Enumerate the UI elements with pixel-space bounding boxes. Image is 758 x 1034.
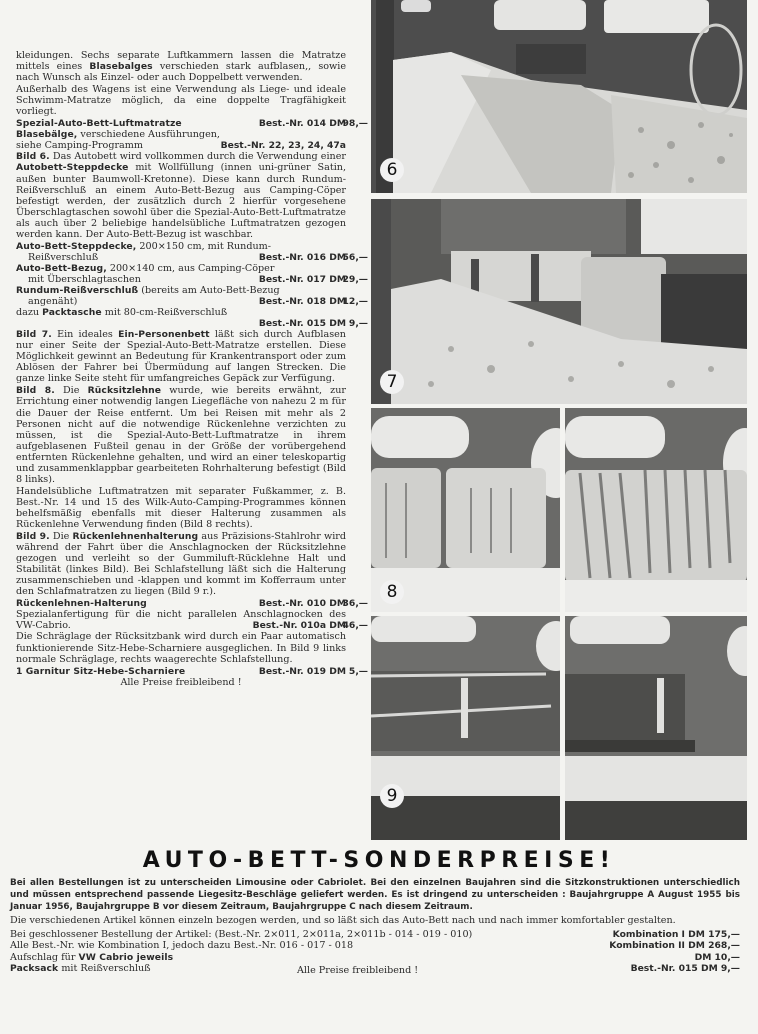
outdoor-use-paragraph: Außerhalb des Wagens ist eine Verwendung als Liege- und ideale Schwimm-Matratze möglich, da eine doppelte Tragfähigkeit vorliegt. [16, 84, 346, 118]
price-item-015: dazu Packtasche mit 80-cm-Reißverschluß Best.-Nr. 015 DM 9,— [16, 307, 368, 330]
photo-8-left [371, 408, 560, 612]
price-item-018: Rundum-Reißverschluß (bereits am Auto-Bett-Bezug angenäht) Best.-Nr. 018 DM 12,— [16, 284, 368, 308]
packsack-row: Packsack mit Reißverschluß Alle Preise freibleibend ! Best.-Nr. 015 DM 9,— [10, 963, 740, 977]
price: 56,— [342, 251, 368, 263]
special-prices-banner: AUTO-BETT-SONDERPREISE! [142, 848, 616, 873]
photo-8-right-image [565, 408, 747, 612]
price: Kombination II DM 268,— [609, 940, 740, 952]
price-item-014: Spezial-Auto-Bett-Luftmatratze Best.-Nr. 014 DM 98,— [16, 118, 368, 130]
intro-paragraph: kleidungen. Sechs separate Luftkammern lassen die Matratze mittels eines Blasebalges verschieden stark aufblasen,, sowie nach Wunsch als Einzel- oder auch Doppelbett verwenden. [16, 50, 346, 84]
order-notice: Bei allen Bestellungen ist zu unterscheiden Limousine oder Cabriolet. Bei den einzelnen Baujahren sind die Sitzkonstruktionen unterschiedlich und müssen entsprechend passende Liegesitz-Beschläge geliefert werden. Es ist dringend zu unterscheiden : Baujahrgruppe A August 1955 bis Januar 1956, Baujahrgruppe B vor diesem Zeitraum, Baujahrgruppe C nach diesem Zeitraum. [10, 878, 740, 912]
photo-6 [371, 0, 747, 193]
price: 46,— [342, 620, 368, 632]
price: 98,— [342, 118, 368, 130]
price-item-010a: Spezialanfertigung für die nicht parallelen Anschlagnocken des VW-Cabrio. Best.-Nr. 010a DM 46,— [16, 609, 368, 632]
price: 5,— [348, 665, 368, 677]
photo-7 [371, 199, 747, 404]
photo-7-image [371, 199, 747, 404]
photo-8-right [565, 408, 747, 612]
bild-6-paragraph: Bild 6. Das Autobett wird vollkommen durch die Verwendung einer Autobett-Steppdecke mit Wollfüllung (innen uni-grüner Satin, außen bunter Baumwoll-Kretonne). Diese kann durch Rundum-Reißverschluß an einem Auto-Bett-Bezug aus Camping-Cöper befestigt werden, der zusätzlich durch 2 hierfür vorgesehene Überschlagtaschen sowohl über die Spezial-Auto-Bett-Luftmatratze als auch über 2 beliebige handelsübliche Luftmatratzen gezogen werden kann. Der Auto-Bett-Bezug ist waschbar. [16, 151, 346, 240]
footer-disclaimer: Alle Preise freibleibend ! [297, 965, 419, 977]
price-item-blasebaelge: Blasebälge, verschiedene Ausführungen, siehe Camping-Programm Best.-Nr. 22, 23, 24, 47a [16, 129, 346, 152]
price-item-017: Auto-Bett-Bezug, 200×140 cm, aus Camping-Cöper mit Überschlagtaschen Best.-Nr. 017 DM 29,— [16, 262, 368, 285]
price: 12,— [342, 295, 368, 307]
price-item-010: Rückenlehnen-Halterung Best.-Nr. 010 DM 36,— [16, 598, 368, 610]
bild-9-paragraph: Bild 9. Die Rückenlehnenhalterung aus Präzisions-Stahlrohr wird während der Fahrt über die Anschlagnocken der Rücksitzlehne gezogen und verleiht so der Gummiluft-Rücklehne Halt und Stabilität (linkes Bild). Bei Schlafstellung läßt sich die Halterung zusammenschieben und -klappen und kommt im Kofferraum unter den Schlafmatratzen zu liegen (Bild 9 r.). [16, 531, 347, 598]
price: Kombination I DM 175,— [612, 928, 740, 940]
photo-9-right [565, 616, 747, 840]
bild-7-paragraph: Bild 7. Ein ideales Ein-Personenbett läßt sich durch Aufblasen nur einer Seite der Spezial-Auto-Bett-Matratze erstellen. Diese Möglichkeit gewinnt an Bedeutung für Krankentransport oder zum Ablösen der Fahrer bei Übermüdung auf langen Strecken. Die ganze linke Seite steht für umfangreiches Gepäck zur Verfügung. [16, 329, 346, 385]
article-text-column [16, 50, 368, 688]
photo-8-left-image [371, 408, 560, 612]
photo-number-badge: 6 [380, 158, 404, 182]
photo-number-badge: 8 [380, 580, 404, 604]
price-item-016: Auto-Bett-Steppdecke, 200×150 cm, mit Rundum- Reißverschluß Best.-Nr. 016 DM 56,— [16, 240, 368, 263]
special-prices-section [10, 878, 740, 977]
photo-9-left [371, 616, 560, 840]
photo-9-left-image [371, 616, 560, 840]
price: DM 10,— [694, 951, 740, 963]
cabrio-surcharge-row: Aufschlag für VW Cabrio jeweils DM 10,— [10, 951, 740, 963]
price: 29,— [342, 273, 368, 285]
photo-6-image [371, 0, 747, 193]
combo-row-2: Alle Best.-Nr. wie Kombination I, jedoch dazu Best.-Nr. 016 - 017 - 018 Kombination II DM 268,— [10, 940, 740, 952]
combo-row-1: Bei geschlossener Bestellung der Artikel: (Best.-Nr. 2×011, 2×011a, 2×011b - 014 - 019 - 010) Kombination I DM 175,— [10, 928, 740, 940]
scharniere-paragraph: Die Schräglage der Rücksitzbank wird durch ein Paar automatisch funktionierende Sitz-Hebe-Scharniere ausgeglichen. In Bild 9 links normale Schräglage, rechts waagerechte Schlafstellung. [16, 631, 346, 665]
price: 36,— [342, 598, 368, 610]
bild-8-paragraph: Bild 8. Die Rücksitzlehne wurde, wie bereits erwähnt, zur Errichtung einer notwendig langen Liegefläche von nahezu 2 m für die Dauer der Reise entfernt. Um bei Reisen mit mehr als 2 Personen nicht auf die notwendige Rückenlehne verzichten zu müssen, ist die Spezial-Auto-Bett-Luftmatratze in ihrem aufgeblasenen Fußteil genau in der Größe der vorübergehend entfernten Rückenlehne gehalten, und wird an einer teleskopartig und zusammenklappbar gearbeiteten Rohrhalterung befestigt (Bild 8 links). [16, 385, 346, 485]
photo-number-badge: 7 [380, 370, 404, 394]
bild-8-alt-paragraph: Handelsübliche Luftmatratzen mit separater Fußkammer, z. B. Best.-Nr. 14 und 15 des Wilk-Auto-Camping-Programmes können behelfsmäßig ebenfalls mit dieser Halterung zusammen als Rückenlehne Verwendung finden (Bild 8 rechts). [16, 485, 346, 530]
price-item-019: 1 Garnitur Sitz-Hebe-Scharniere Best.-Nr. 019 DM 5,— [16, 665, 368, 677]
price: 9,— [348, 318, 368, 330]
photo-9-right-image [565, 616, 747, 840]
photo-number-badge: 9 [380, 784, 404, 808]
price: Best.-Nr. 015 DM 9,— [630, 963, 740, 975]
individual-order-note: Die verschiedenen Artikel können einzeln bezogen werden, und so läßt sich das Auto-Bett nach und nach immer komfortabler gestalten. [10, 915, 676, 927]
price-disclaimer: Alle Preise freibleibend ! [120, 676, 242, 688]
